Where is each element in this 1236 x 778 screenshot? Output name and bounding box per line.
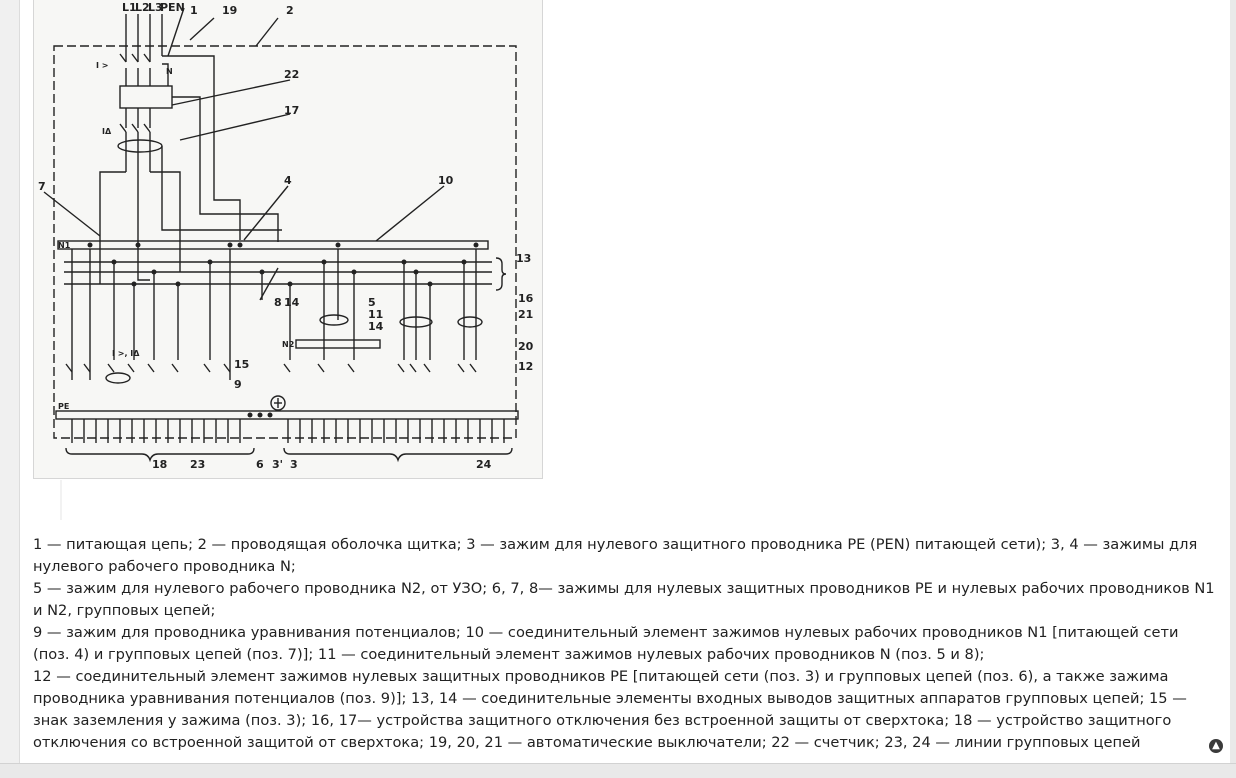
scrollbar-track[interactable]	[1230, 0, 1236, 777]
callout-17: 17	[284, 104, 300, 117]
arrow-up-circle-icon[interactable]: ▲	[1209, 739, 1223, 753]
divider	[60, 480, 62, 520]
caption-line-2: 5 — зажим для нулевого рабочего проводника N2, от УЗО; 6, 7, 8— зажимы для нулевых защитных проводников PE и нулевых рабочих проводников N1 и N2, групповых цепей;	[33, 580, 1215, 619]
bus-label-n: N	[166, 67, 173, 76]
callout-3: 3	[290, 458, 298, 471]
callout-2: 2	[286, 4, 294, 17]
caption-line-1: 1 — питающая цепь; 2 — проводящая оболочка щитка; 3 — зажим для нулевого защитного проводника PE (PEN) питающей сети); 3, 4 — зажимы для нулевого рабочего проводника N;	[33, 536, 1198, 575]
callout-8: 8	[274, 296, 282, 309]
bus-label-n2: N2	[282, 340, 295, 349]
callout-7: 7	[38, 180, 46, 193]
callout-14b: 14	[368, 320, 384, 333]
bottom-bar	[0, 763, 1236, 778]
callout-5: 5	[368, 296, 376, 309]
callout-3-prime: 3'	[272, 458, 284, 471]
figure-caption	[33, 534, 1218, 754]
callout-1: 1	[190, 4, 198, 17]
callout-16: 16	[518, 292, 534, 305]
caption-line-3: 9 — зажим для проводника уравнивания потенциалов; 10 — соединительный элемент зажимов нулевых рабочих проводников N1 [питающей сети (поз. 4) и групповых цепей (поз. 7)]; 11 — соединительный элемент зажимов нулевых рабочих проводников N (поз. 5 и 8);	[33, 624, 1179, 663]
callout-19: 19	[222, 4, 238, 17]
supply-label-l3: L3	[148, 1, 163, 14]
callout-23: 23	[190, 458, 206, 471]
callout-4: 4	[284, 174, 292, 187]
device-mark-overcurrent: I >	[96, 61, 109, 70]
callout-12: 12	[518, 360, 534, 373]
callout-13: 13	[516, 252, 532, 265]
supply-label-pen: PEN	[160, 1, 185, 14]
callout-11: 11	[368, 308, 384, 321]
supply-label-l1: L1	[122, 1, 137, 14]
callout-22: 22	[284, 68, 300, 81]
device-mark-combined: I >, IΔ	[112, 349, 140, 358]
wiring-diagram-svg	[34, 0, 542, 478]
callout-21: 21	[518, 308, 534, 321]
wiring-diagram	[33, 0, 543, 479]
callout-24: 24	[476, 458, 492, 471]
callout-6: 6	[256, 458, 264, 471]
callout-18: 18	[152, 458, 168, 471]
bus-label-pe: PE	[58, 402, 70, 411]
supply-label-l2: L2	[135, 1, 150, 14]
bus-label-n1: N1	[58, 241, 71, 250]
callout-15: 15	[234, 358, 250, 371]
device-mark-differential: IΔ	[102, 127, 112, 136]
callout-20: 20	[518, 340, 534, 353]
caption-line-4: 12 — соединительный элемент зажимов нулевых защитных проводников PE [питающей сети (поз. 3) и групповых цепей (поз. 6), а также зажима проводника уравнивания потенциалов (поз. 9)]; 13, 14 — соединительные элементы входных выводов защитных аппаратов групповых цепей; 15 — знак заземления у зажима (поз. 3); 16, 17— устройства защитного отключения без встроенной защиты от сверхтока; 18 — устройство защитного отключения со встроенной защитой от сверхтока; 19, 20, 21 — автоматические выключатели; 22 — счетчик; 23, 24 — линии групповых цепей	[33, 668, 1187, 751]
callout-9: 9	[234, 378, 242, 391]
callout-14: 14	[284, 296, 300, 309]
callout-10: 10	[438, 174, 454, 187]
